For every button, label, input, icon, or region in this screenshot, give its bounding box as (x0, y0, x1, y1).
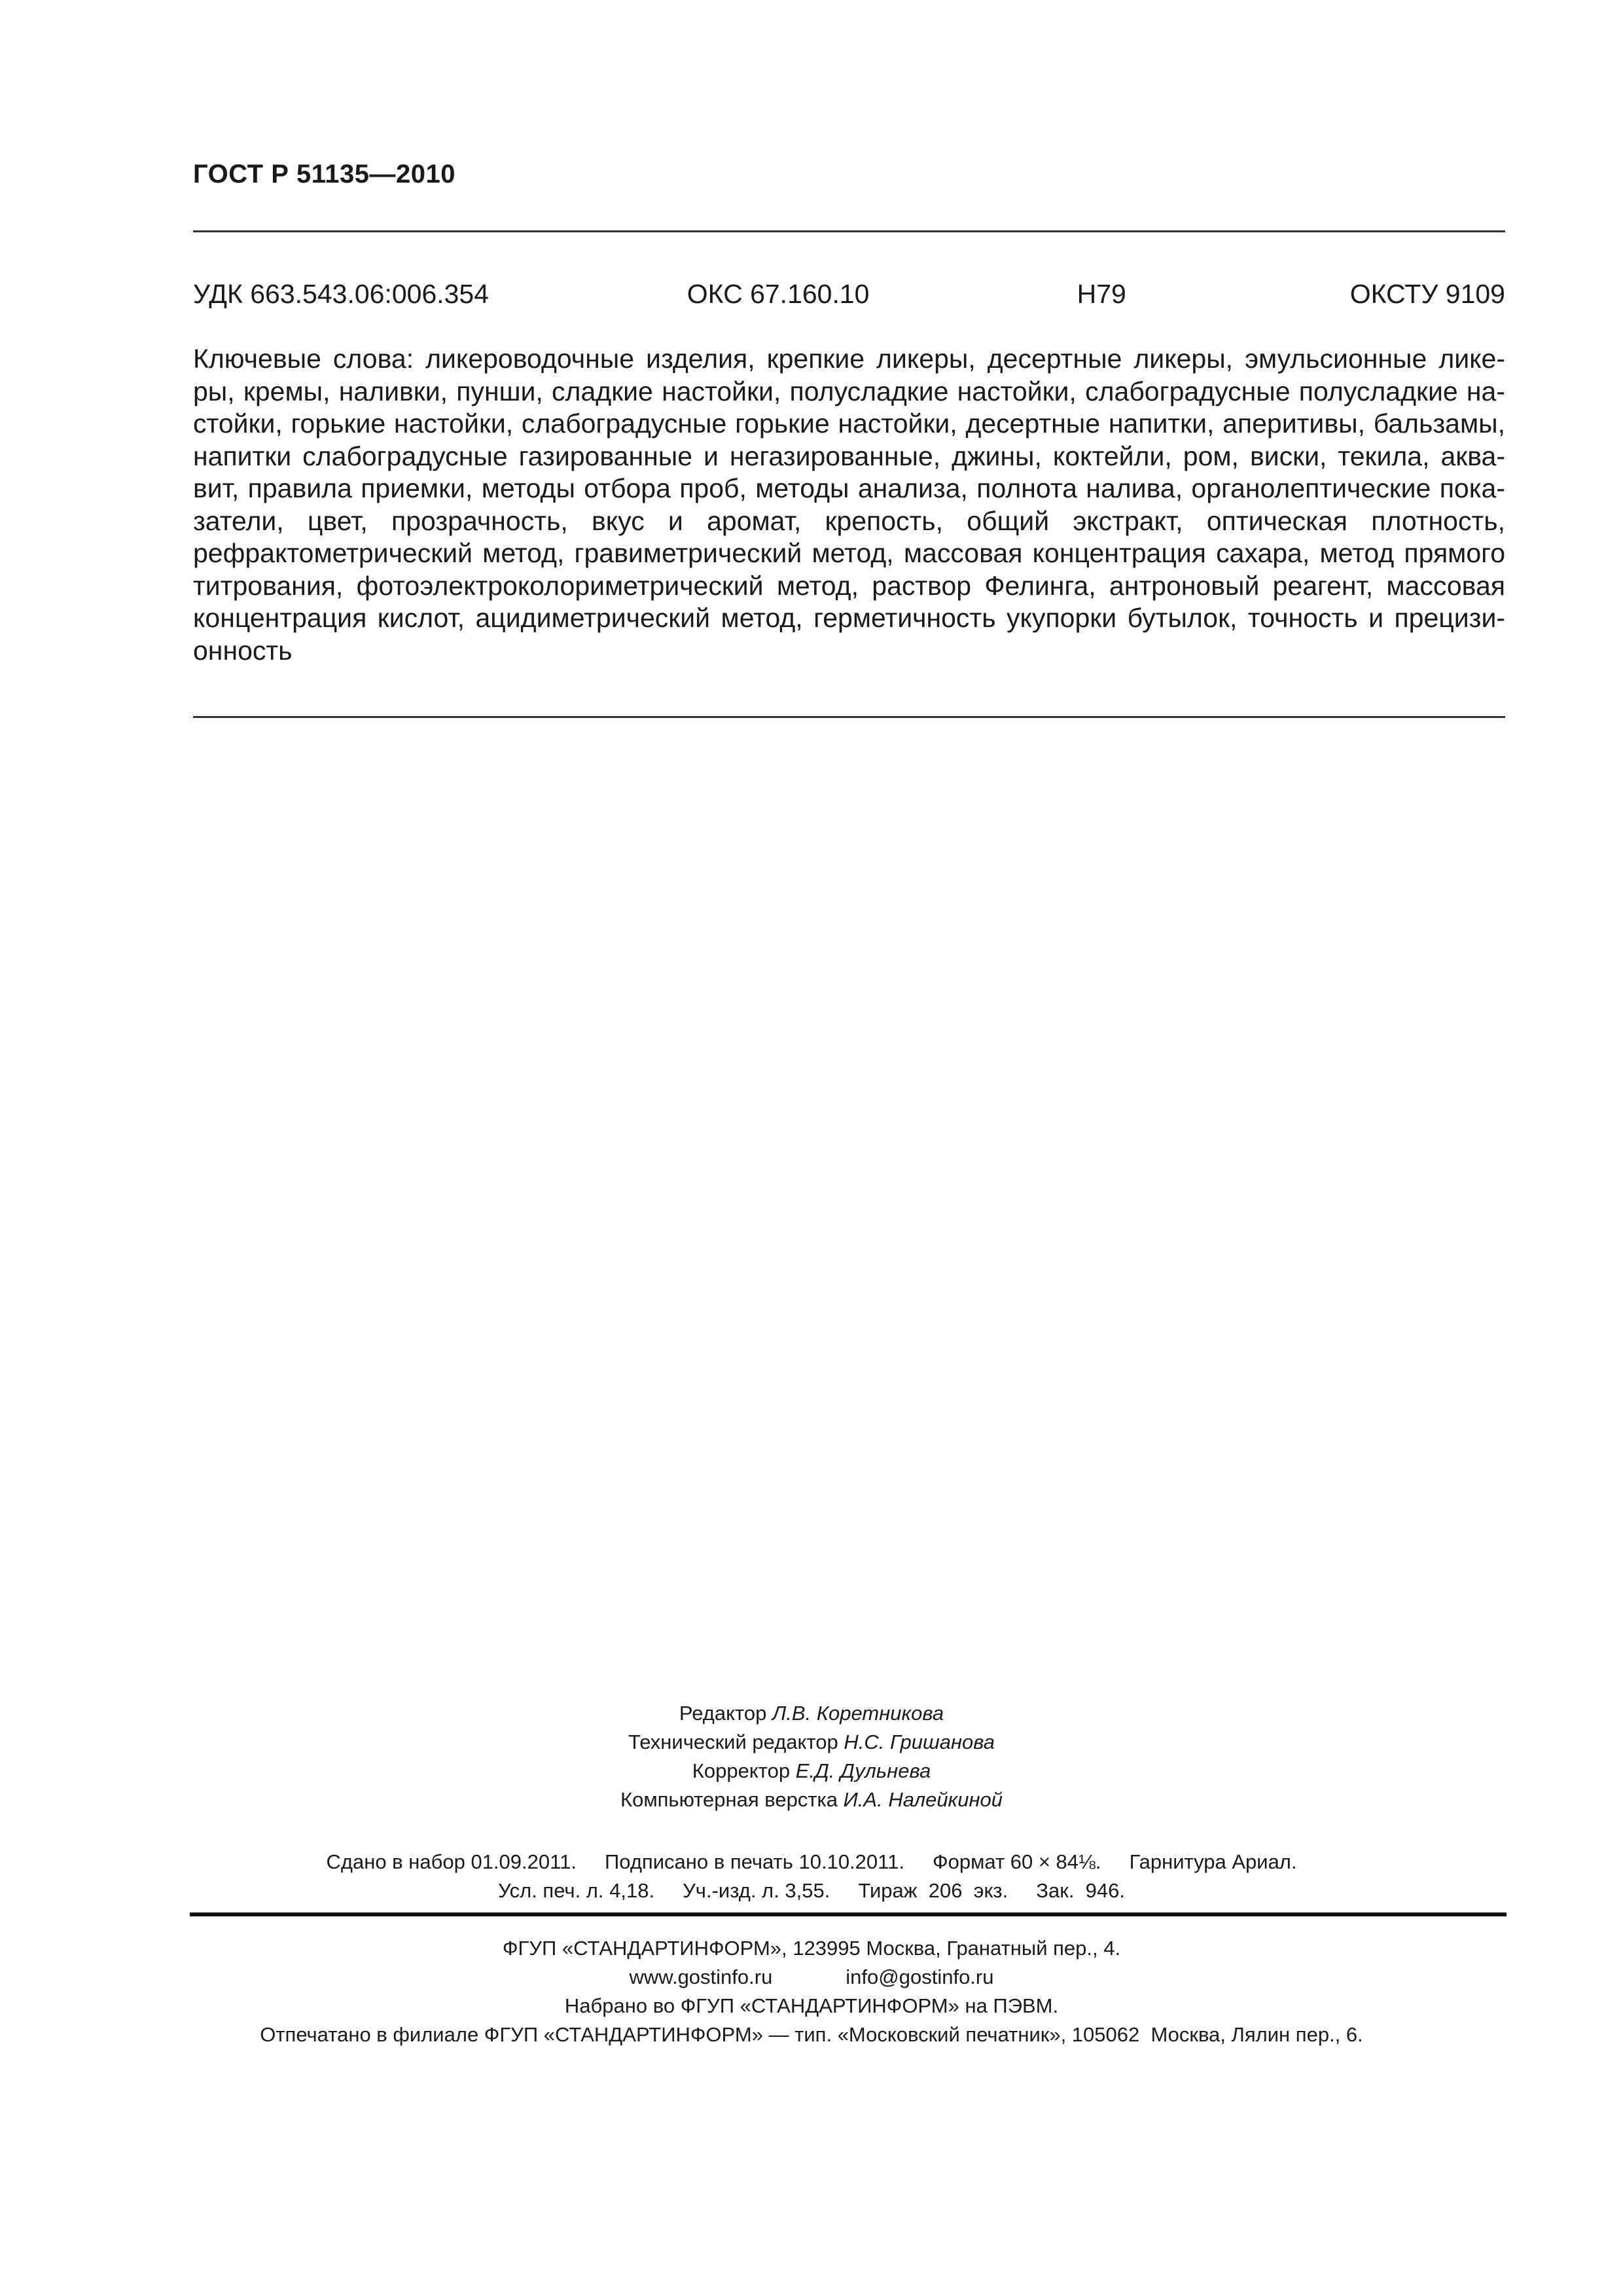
keywords-line: концентрация кислот, ацидиметрический метод, герметичность укупорки бутылок, точность и прецизи- (193, 603, 1505, 633)
print-info-line: Усл. печ. л. 4,18. Уч.-изд. л. 3,55. Тираж 206 экз. Зак. 946. (497, 1879, 1125, 1902)
publisher-contacts: www.gostinfo.ru info@gostinfo.ru (629, 1965, 994, 1988)
keywords-line: титрования, фотоэлектроколориметрический метод, раствор Фелинга, антроновый реагент, массовая (193, 570, 1505, 601)
keywords-line: онность (193, 635, 293, 666)
okstu-code: ОКСТУ 9109 (1349, 279, 1505, 309)
publisher-address: ФГУП «СТАНДАРТИНФОРМ», 123995 Москва, Гранатный пер., 4. (502, 1937, 1121, 1960)
print-info (0, 1848, 1623, 1905)
tech-editor-name: Н.С. Гришанова (844, 1731, 995, 1753)
keywords-line: рефрактометрический метод, гравиметрический метод, массовая концентрация сахара, метод прямого (193, 538, 1505, 568)
editor-name: Л.В. Коретникова (772, 1702, 944, 1725)
tech-editor-row: Технический редактор Н.С. Гришанова (628, 1731, 995, 1753)
corrector-row: Корректор Е.Д. Дульнева (692, 1759, 931, 1782)
publisher-block (0, 1934, 1623, 2049)
oks-code: ОКС 67.160.10 (687, 279, 870, 309)
printing-info: Отпечатано в филиале ФГУП «СТАНДАРТИНФОРМ» — тип. «Московский печатник», 105062 Москва, Лялин пер., 6. (260, 2023, 1363, 2046)
editor-row: Редактор Л.В. Коретникова (679, 1702, 944, 1725)
udk-code: УДК 663.543.06:006.354 (193, 279, 490, 309)
keywords-line: Ключевые слова: ликероводочные изделия, крепкие ликеры, десертные ликеры, эмульсионные лике- (193, 344, 1505, 374)
keywords-line: затели, цвет, прозрачность, вкус и аромат, крепость, общий экстракт, оптическая плотность, (193, 505, 1505, 536)
typeset-info: Набрано во ФГУП «СТАНДАРТИНФОРМ» на ПЭВМ. (564, 1994, 1059, 2017)
keywords-line: вит, правила приемки, методы отбора проб, методы анализа, полнота налива, органолептические пока- (193, 473, 1505, 503)
n-code: Н79 (1077, 279, 1126, 309)
corrector-name: Е.Д. Дульнева (795, 1759, 931, 1782)
keywords-line: стойки, горькие настойки, слабоградусные горькие настойки, десертные напитки, аперитивы, бальзамы, (193, 408, 1505, 439)
keywords-paragraph (193, 343, 1505, 667)
keywords-line: ры, кремы, наливки, пунши, сладкие настойки, полусладкие настойки, слабоградусные полусладкие на- (193, 376, 1505, 406)
footer-divider (190, 1912, 1507, 1916)
classification-row (193, 279, 1505, 310)
keywords-divider (193, 716, 1505, 718)
document-code: ГОСТ Р 51135—2010 (193, 160, 455, 188)
layout-row: Компьютерная верстка И.А. Налейкиной (620, 1788, 1003, 1811)
credits-block (0, 1699, 1623, 1814)
header-divider (193, 230, 1505, 232)
layout-name: И.А. Налейкиной (843, 1788, 1003, 1811)
print-info-line: Сдано в набор 01.09.2011. Подписано в печать 10.10.2011. Формат 60 × 84⅛. Гарнитура Ариал. (326, 1850, 1297, 1873)
keywords-line: напитки слабоградусные газированные и негазированные, джины, коктейли, ром, виски, текила, аква- (193, 440, 1505, 471)
